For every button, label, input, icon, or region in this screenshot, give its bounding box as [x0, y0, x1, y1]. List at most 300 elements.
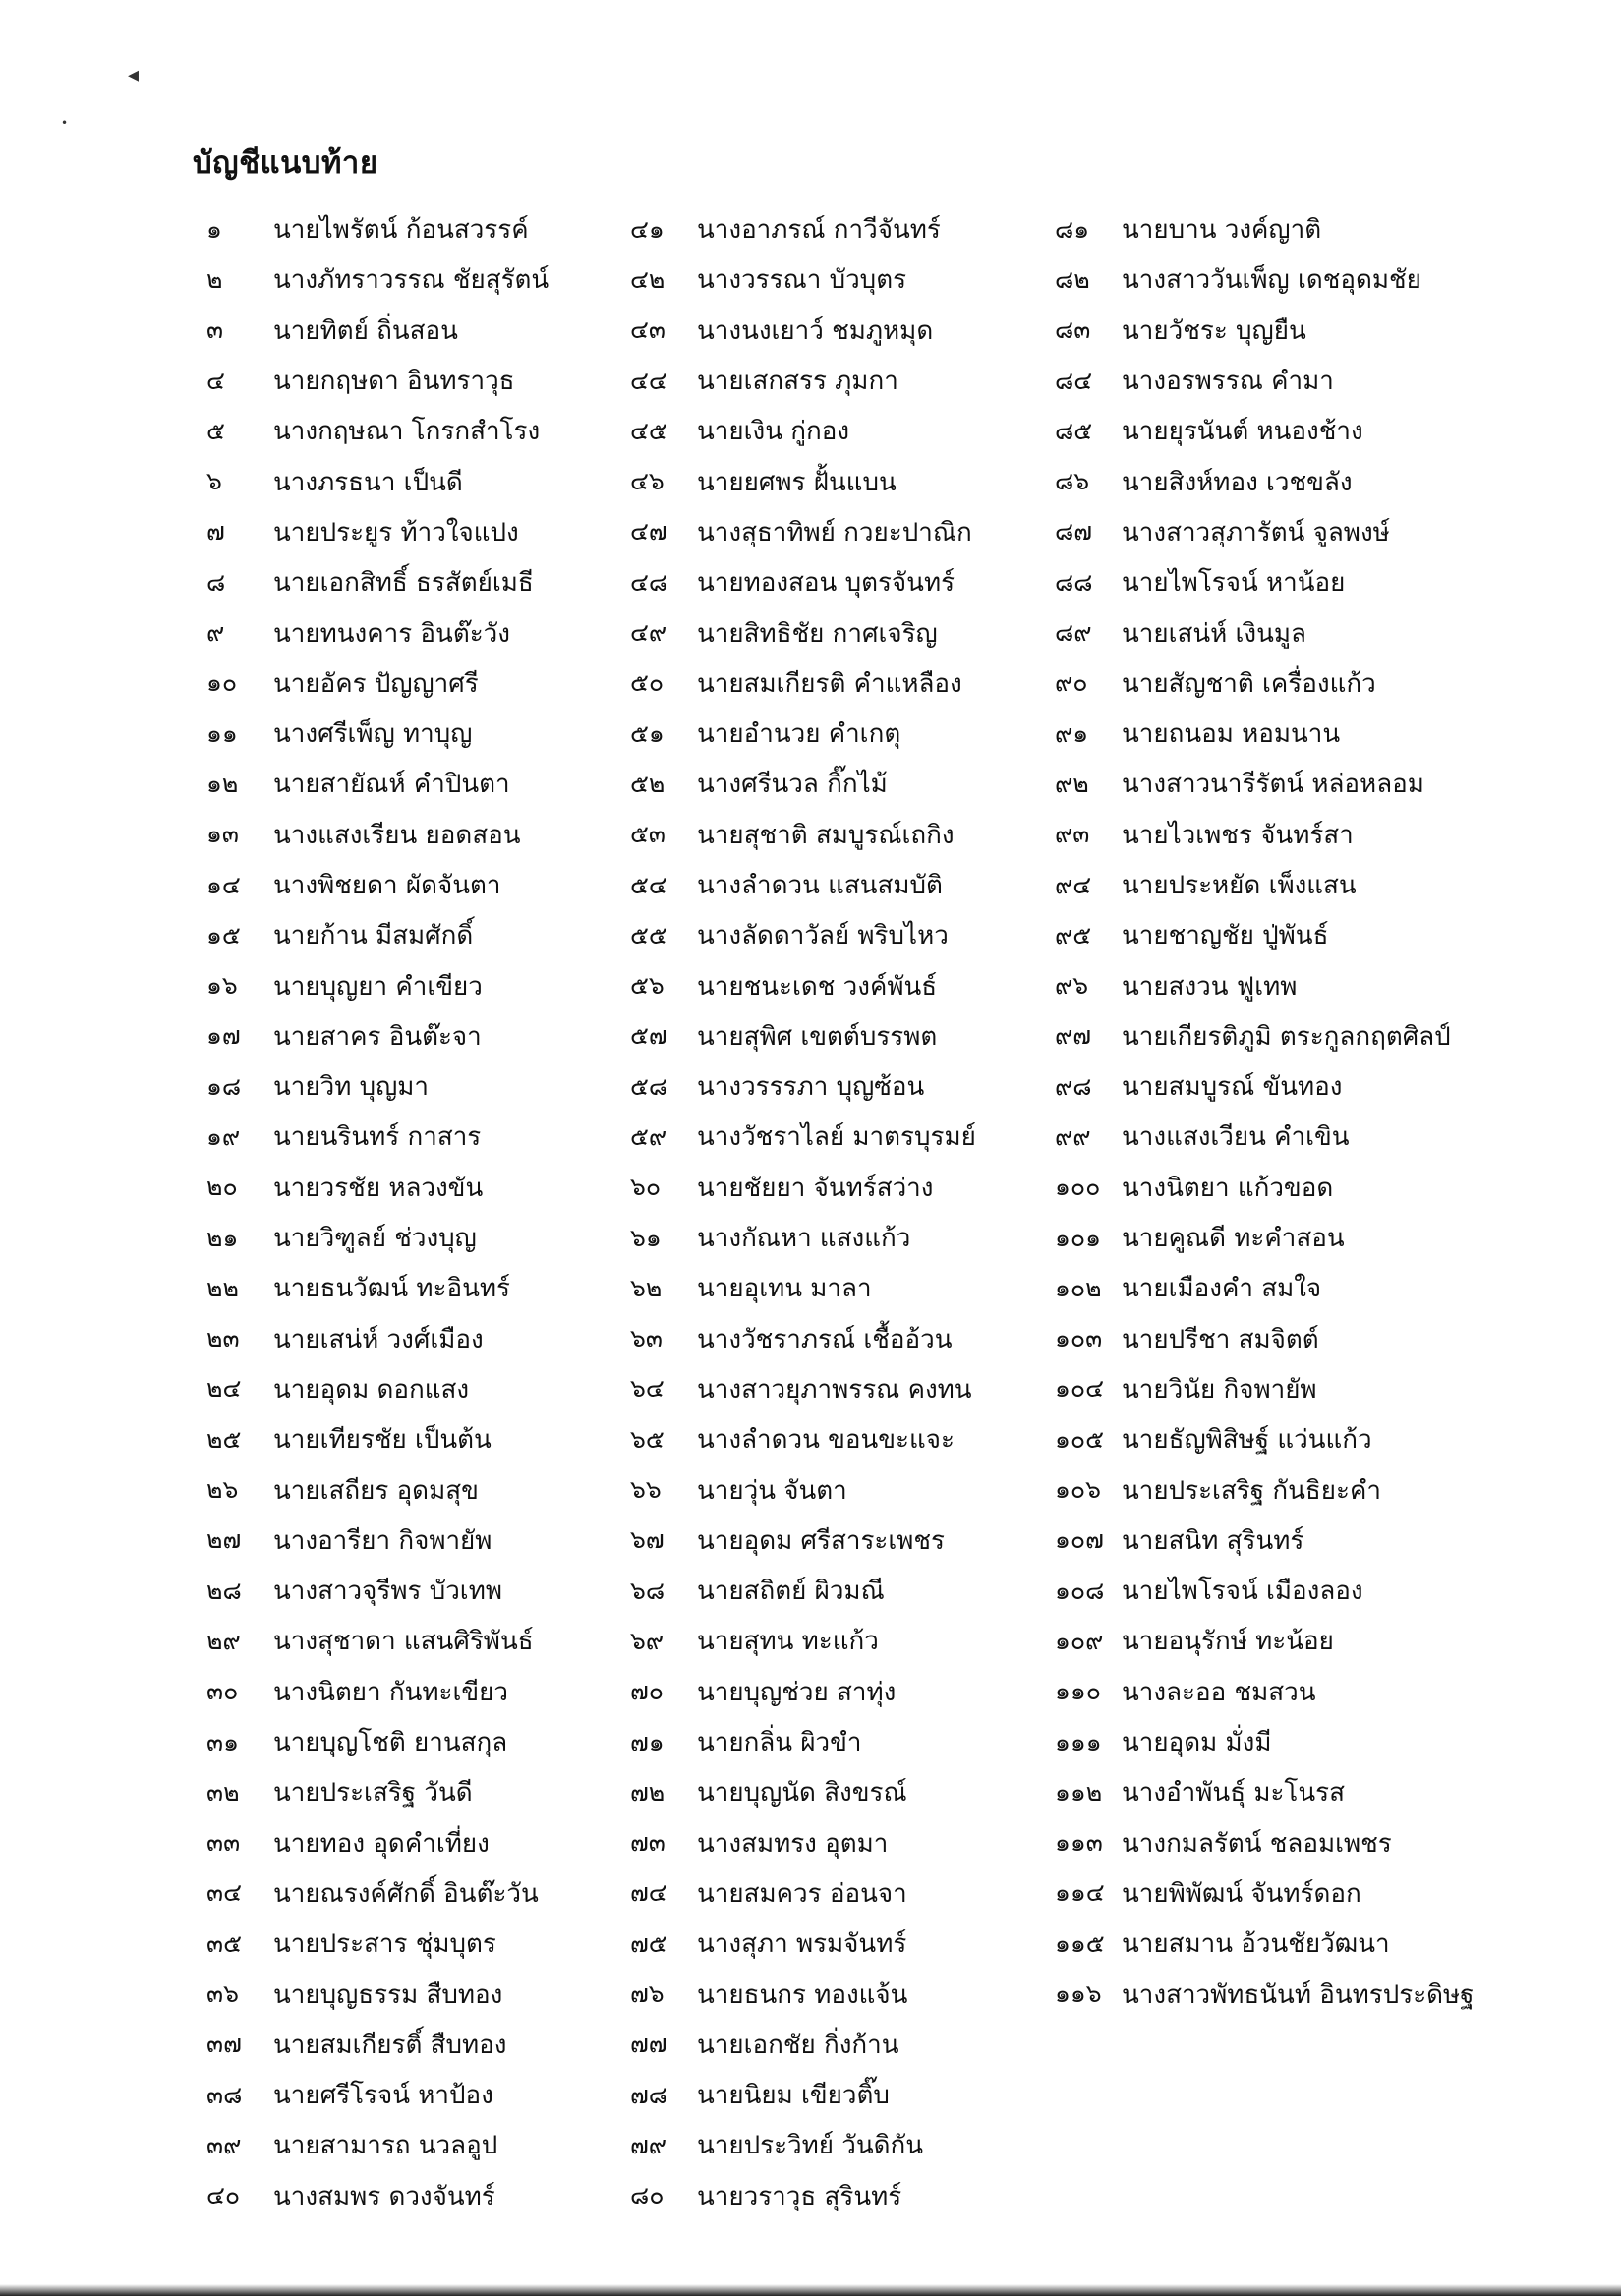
item-number: ๒๒: [206, 1273, 239, 1302]
item-number: ๙: [206, 618, 225, 648]
person-name: นายวราวุธ สุรินทร์: [697, 2181, 902, 2211]
person-name: นายสุชาติ สมบูรณ์เถกิง: [697, 820, 955, 850]
item-number: ๒๙: [206, 1626, 241, 1655]
item-number: ๙๐: [1055, 668, 1088, 698]
item-number: ๗๔: [630, 1878, 667, 1908]
list-item: [206, 709, 549, 759]
person-name: นายไพรัตน์ ก้อนสวรรค์: [273, 215, 529, 246]
person-name: นายสงวน ฟูเทพ: [1122, 971, 1298, 1002]
list-item: [206, 1767, 549, 1817]
list-item: [206, 507, 549, 557]
list-item: [630, 406, 976, 456]
list-item: [206, 659, 549, 709]
person-name: นายประหยัด เพ็งแสน: [1122, 871, 1357, 900]
list-item: [1055, 1667, 1475, 1717]
list-item: [630, 2070, 976, 2120]
item-number: ๓๘: [206, 2080, 243, 2109]
list-item: [630, 1364, 976, 1414]
item-number: ๔๒: [630, 264, 666, 294]
list-item: [206, 607, 549, 658]
item-number: ๒: [206, 264, 223, 294]
item-number: ๘๑: [1055, 214, 1090, 244]
person-name: นางศรีเพ็ญ ทาบุญ: [273, 719, 473, 750]
list-item: [1055, 1919, 1475, 1969]
person-name: นายอุเทน มาลา: [697, 1274, 872, 1304]
item-number: ๔๑: [630, 214, 665, 244]
item-number: ๑๗: [206, 1021, 241, 1051]
item-number: ๑๐๙: [1055, 1626, 1104, 1655]
person-name: นางวัชราไลย์ มาตรบุรมย์: [697, 1122, 976, 1153]
item-number: ๘๗: [1055, 517, 1093, 546]
person-name: นายประสาร ชุ่มบุตร: [273, 1929, 496, 1960]
person-name: นายประเสริฐ กันธิยะคำ: [1122, 1475, 1381, 1506]
person-name: นางภัทราวรรณ ชัยสุรัตน์: [273, 265, 550, 296]
list-item: [1055, 406, 1475, 456]
item-number: ๕๑: [630, 718, 665, 748]
list-item: [206, 759, 549, 809]
list-item: [630, 1767, 976, 1817]
item-number: ๓๖: [206, 1980, 239, 2009]
person-name: นางนงเยาว์ ชมภูหมุด: [697, 316, 934, 346]
list-item: [1055, 1011, 1475, 1062]
list-item: [1055, 1364, 1475, 1414]
list-item: [1055, 1868, 1475, 1919]
person-name: นายบุญนัด สิงขรณ์: [697, 1778, 907, 1808]
person-name: นายบุญช่วย สาทุ่ง: [697, 1677, 897, 1707]
person-name: นางนิตยา กันทะเขียว: [273, 1677, 508, 1707]
person-name: นายสมเกียรติ์ สืบทอง: [273, 2030, 507, 2060]
item-number: ๖๕: [630, 1424, 665, 1454]
item-number: ๒๑: [206, 1223, 239, 1252]
person-name: นางอาภรณ์ กาวีจันทร์: [697, 215, 941, 246]
person-name: นายเทียรชัย เป็นต้น: [273, 1425, 492, 1456]
list-item: [630, 306, 976, 356]
list-item: [1055, 204, 1475, 255]
person-name: นายชาญชัย ปู่พันธ์: [1122, 921, 1329, 951]
item-number: ๑: [206, 214, 222, 244]
person-name: นายวรชัย หลวงขัน: [273, 1173, 484, 1203]
item-number: ๖๑: [630, 1223, 662, 1252]
person-name: นายนรินทร์ กาสาร: [273, 1122, 482, 1153]
item-number: ๑๐๘: [1055, 1576, 1105, 1605]
item-number: ๒๕: [206, 1424, 242, 1454]
item-number: ๑๙: [206, 1121, 241, 1151]
person-name: นายอำนวย คำเกตุ: [697, 719, 901, 750]
person-name: นายยุรนันต์ หนองช้าง: [1122, 417, 1363, 447]
person-name: นายประเสริฐ วันดี: [273, 1778, 473, 1808]
item-number: ๘๕: [1055, 416, 1093, 445]
list-item: [1055, 255, 1475, 305]
list-item: [206, 810, 549, 860]
item-number: ๓๙: [206, 2130, 242, 2159]
list-item: [206, 1163, 549, 1213]
item-number: ๕๘: [630, 1071, 668, 1101]
item-number: ๙๕: [1055, 920, 1092, 949]
list-item: [630, 1868, 976, 1919]
person-name: นางสุภา พรมจันทร์: [697, 1929, 907, 1960]
item-number: ๗๕: [630, 1928, 667, 1958]
list-item: [206, 557, 549, 607]
item-number: ๑๐๕: [1055, 1424, 1105, 1454]
person-name: นายวิท บุญมา: [273, 1072, 430, 1103]
item-number: ๒๔: [206, 1374, 242, 1404]
item-number: ๙๘: [1055, 1071, 1092, 1101]
list-item: [206, 1011, 549, 1062]
list-item: [1055, 1516, 1475, 1566]
person-name: นางสุธาทิพย์ กวยะปาณิก: [697, 517, 972, 547]
list-item: [630, 1112, 976, 1162]
list-item: [630, 204, 976, 255]
person-name: นายบุญโชติ ยานสกุล: [273, 1728, 508, 1758]
item-number: ๙๒: [1055, 769, 1089, 798]
item-number: ๕๗: [630, 1021, 667, 1051]
list-item: [1055, 860, 1475, 910]
list-item: [206, 910, 549, 960]
person-name: นายทอง อุดคำเที่ยง: [273, 1828, 490, 1859]
list-item: [1055, 910, 1475, 960]
person-name: นายเกียรติภูมิ ตระกูลกฤตศิลป์: [1122, 1021, 1451, 1052]
person-name: นายอุดม ศรีสาระเพชร: [697, 1525, 946, 1556]
list-item: [630, 2171, 976, 2221]
list-item: [630, 1213, 976, 1263]
item-number: ๕๔: [630, 870, 667, 899]
item-number: ๑๐: [206, 668, 238, 698]
list-item: [630, 1516, 976, 1566]
person-name: นางสาวสุภารัตน์ จูลพงษ์: [1122, 517, 1390, 547]
list-item: [206, 406, 549, 456]
person-name: นางแสงเรียน ยอดสอน: [273, 820, 521, 850]
list-item: [206, 1364, 549, 1414]
item-number: ๕๒: [630, 769, 666, 798]
list-item: [1055, 1062, 1475, 1112]
person-name: นายทิตย์ ถิ่นสอน: [273, 316, 458, 346]
item-number: ๑๑๔: [1055, 1878, 1105, 1908]
list-item: [630, 507, 976, 557]
list-item: [1055, 1112, 1475, 1162]
item-number: ๖๒: [630, 1273, 663, 1302]
person-name: นางลัดดาวัลย์ พริบไหว: [697, 921, 949, 951]
item-number: ๒๓: [206, 1324, 240, 1353]
item-number: ๗: [206, 517, 225, 546]
scan-speck: ◂: [128, 63, 140, 87]
person-name: นายสุพิศ เขตต์บรรพต: [697, 1021, 938, 1052]
item-number: ๙๗: [1055, 1021, 1092, 1051]
person-name: นายอุดม มั่งมี: [1122, 1728, 1272, 1758]
person-name: นางนิตยา แก้วขอด: [1122, 1173, 1334, 1203]
item-number: ๙๑: [1055, 718, 1089, 748]
item-number: ๑๐๖: [1055, 1475, 1101, 1505]
person-name: นางสาวยุภาพรรณ คงทน: [697, 1374, 972, 1405]
list-item: [206, 1263, 549, 1313]
item-number: ๕๖: [630, 971, 665, 1001]
list-item: [1055, 1163, 1475, 1213]
list-item: [630, 1919, 976, 1969]
item-number: ๑๑๓: [1055, 1828, 1103, 1858]
list-item: [1055, 960, 1475, 1010]
name-list-column-3: [1055, 204, 1475, 2020]
list-item: [206, 1868, 549, 1919]
person-name: นายนิยม เขียวติ๊บ: [697, 2081, 890, 2111]
item-number: ๓๑: [206, 1727, 239, 1756]
person-name: นายสมควร อ่อนจา: [697, 1878, 907, 1909]
list-item: [630, 607, 976, 658]
list-item: [1055, 1969, 1475, 2019]
list-item: [1055, 1314, 1475, 1364]
person-name: นายศรีโรจน์ หาป้อง: [273, 2081, 493, 2111]
list-item: [206, 1314, 549, 1364]
item-number: ๖: [206, 467, 222, 496]
person-name: นางสาวพัทธนันท์ อินทรประดิษฐ: [1122, 1980, 1475, 2010]
item-number: ๒๐: [206, 1173, 238, 1202]
item-number: ๓๕: [206, 1928, 243, 1958]
list-item: [206, 1717, 549, 1767]
item-number: ๔๘: [630, 567, 668, 597]
item-number: ๒๖: [206, 1475, 239, 1505]
person-name: นายสาคร อินต๊ะจา: [273, 1021, 482, 1052]
page-title: บัญชีแนบท้าย: [193, 145, 378, 181]
list-item: [1055, 507, 1475, 557]
person-name: นายเอกชัย กิ่งก้าน: [697, 2030, 899, 2060]
item-number: ๑๑๒: [1055, 1777, 1103, 1807]
list-item: [630, 1667, 976, 1717]
item-number: ๓๔: [206, 1878, 243, 1908]
list-item: [1055, 1263, 1475, 1313]
person-name: นายวุ่น จันตา: [697, 1475, 847, 1506]
person-name: นายวัชระ บุญยืน: [1122, 316, 1306, 346]
list-item: [630, 255, 976, 305]
list-item: [1055, 659, 1475, 709]
list-item: [1055, 709, 1475, 759]
item-number: ๓๒: [206, 1777, 240, 1807]
person-name: นางอารียา กิจพายัพ: [273, 1525, 492, 1556]
person-name: นายเสน่ห์ วงศ์เมือง: [273, 1324, 484, 1354]
person-name: นายก้าน มีสมศักดิ์: [273, 921, 474, 951]
item-number: ๖๔: [630, 1374, 665, 1404]
list-item: [630, 1464, 976, 1515]
person-name: นายยศพร ฝั้นแบน: [697, 467, 897, 497]
list-item: [630, 1163, 976, 1213]
item-number: ๗๖: [630, 1980, 665, 2009]
list-item: [206, 2070, 549, 2120]
person-name: นายสุทน ทะแก้ว: [697, 1627, 879, 1657]
person-name: นายปรีชา สมจิตต์: [1122, 1324, 1319, 1354]
list-item: [630, 1818, 976, 1868]
person-name: นายไพโรจน์ หาน้อย: [1122, 568, 1346, 599]
item-number: ๑๑: [206, 718, 238, 748]
person-name: นางสาวนารีรัตน์ หล่อหลอม: [1122, 770, 1424, 800]
item-number: ๔๙: [630, 618, 667, 648]
list-item: [206, 1818, 549, 1868]
list-item: [1055, 759, 1475, 809]
person-name: นายชนะเดช วงค์พันธ์: [697, 971, 938, 1002]
scan-bottom-edge: [0, 2284, 1621, 2296]
item-number: ๑๑๕: [1055, 1928, 1105, 1958]
list-item: [1055, 1464, 1475, 1515]
person-name: นางสมทรง อุตมา: [697, 1828, 889, 1859]
person-name: นางลำดวน แสนสมบัติ: [697, 871, 943, 900]
item-number: ๘๒: [1055, 264, 1090, 294]
item-number: ๖๙: [630, 1626, 665, 1655]
item-number: ๖๗: [630, 1525, 665, 1555]
list-item: [630, 1969, 976, 2019]
item-number: ๔๗: [630, 517, 667, 546]
item-number: ๔๕: [630, 416, 667, 445]
item-number: ๑๐๔: [1055, 1374, 1105, 1404]
item-number: ๘๖: [1055, 467, 1090, 496]
list-item: [630, 2120, 976, 2170]
person-name: นายบาน วงค์ญาติ: [1122, 215, 1322, 246]
item-number: ๙๓: [1055, 820, 1090, 849]
person-name: นายประยูร ท้าวใจแปง: [273, 517, 519, 547]
list-item: [630, 659, 976, 709]
list-item: [206, 1414, 549, 1464]
item-number: ๘๔: [1055, 366, 1093, 395]
person-name: นายประวิทย์ วันดิกัน: [697, 2131, 924, 2161]
item-number: ๒๗: [206, 1525, 242, 1555]
person-name: นางกัณหา แสงแก้ว: [697, 1224, 911, 1254]
item-number: ๔: [206, 366, 225, 395]
person-name: นางวรรรภา บุญซ้อน: [697, 1072, 925, 1103]
item-number: ๑๑๑: [1055, 1727, 1102, 1756]
person-name: นางสาวจุรีพร บัวเทพ: [273, 1577, 502, 1607]
person-name: นายสามารถ นวลอูป: [273, 2131, 498, 2161]
person-name: นางลำดวน ขอนขะแจะ: [697, 1425, 955, 1456]
list-item: [206, 356, 549, 406]
item-number: ๗๓: [630, 1828, 666, 1858]
item-number: ๑๘: [206, 1071, 242, 1101]
item-number: ๑๐๒: [1055, 1273, 1102, 1302]
person-name: นายบุญยา คำเขียว: [273, 971, 483, 1002]
person-name: นางกฤษณา โกรกสำโรง: [273, 417, 541, 447]
list-item: [206, 1566, 549, 1616]
item-number: ๖๓: [630, 1324, 663, 1353]
person-name: นายบุญธรรม สืบทอง: [273, 1980, 503, 2010]
list-item: [1055, 1818, 1475, 1868]
person-name: นายเสกสรร ภุมกา: [697, 367, 898, 397]
person-name: นางสุชาดา แสนศิริพันธ์: [273, 1627, 534, 1657]
list-item: [630, 557, 976, 607]
list-item: [1055, 306, 1475, 356]
list-item: [630, 456, 976, 506]
item-number: ๑๑๖: [1055, 1980, 1102, 2009]
person-name: นายพิพัฒน์ จันทร์ดอก: [1122, 1878, 1361, 1909]
list-item: [206, 1969, 549, 2019]
item-number: ๔๔: [630, 366, 667, 395]
item-number: ๖๘: [630, 1576, 666, 1605]
list-item: [206, 2120, 549, 2170]
item-number: ๕: [206, 416, 225, 445]
item-number: ๔๖: [630, 467, 665, 496]
item-number: ๑๐๐: [1055, 1173, 1101, 1202]
list-item: [206, 1919, 549, 1969]
item-number: ๑๐๑: [1055, 1223, 1101, 1252]
person-name: นายถนอม หอมนาน: [1122, 719, 1341, 750]
item-number: ๘: [206, 567, 226, 597]
list-item: [1055, 557, 1475, 607]
person-name: นายวิฑูลย์ ช่วงบุญ: [273, 1224, 477, 1254]
person-name: นายชัยยา จันทร์สว่าง: [697, 1173, 934, 1203]
item-number: ๘๐: [630, 2181, 665, 2210]
person-name: นายอุดม ดอกแสง: [273, 1374, 470, 1405]
person-name: นางสาววันเพ็ญ เดชอุดมชัย: [1122, 265, 1421, 296]
item-number: ๑๐๓: [1055, 1324, 1103, 1353]
person-name: นางพิชยดา ผัดจันตา: [273, 871, 501, 900]
list-item: [630, 2020, 976, 2070]
person-name: นายสายัณห์ คำปินตา: [273, 770, 510, 800]
list-item: [630, 960, 976, 1010]
person-name: นางศรีนวล กิ๊กไม้: [697, 770, 888, 800]
list-item: [630, 860, 976, 910]
person-name: นายสมเกียรติ คำแหลือง: [697, 668, 962, 699]
list-item: [630, 1263, 976, 1313]
list-item: [630, 759, 976, 809]
person-name: นายธัญพิสิษฐ์ แว่นแก้ว: [1122, 1425, 1372, 1456]
list-item: [1055, 1414, 1475, 1464]
list-item: [206, 860, 549, 910]
item-number: ๙๙: [1055, 1121, 1091, 1151]
person-name: นางวรรณา บัวบุตร: [697, 265, 907, 296]
list-item: [630, 1414, 976, 1464]
item-number: ๑๐๗: [1055, 1525, 1104, 1555]
list-item: [630, 1314, 976, 1364]
list-item: [206, 1516, 549, 1566]
list-item: [206, 255, 549, 305]
list-item: [1055, 1213, 1475, 1263]
person-name: นายธนกร ทองแจ้น: [697, 1980, 908, 2010]
person-name: นายสมาน อ้วนชัยวัฒนา: [1122, 1929, 1390, 1960]
item-number: ๓: [206, 316, 224, 345]
item-number: ๗๒: [630, 1777, 666, 1807]
list-item: [630, 1062, 976, 1112]
list-item: [206, 204, 549, 255]
person-name: นายทนงคาร อินต๊ะวัง: [273, 618, 510, 649]
item-number: ๗๐: [630, 1677, 665, 1706]
list-item: [206, 1062, 549, 1112]
person-name: นายสิงห์ทอง เวชขลัง: [1122, 467, 1353, 497]
person-name: นางอำพันธุ์ มะโนรส: [1122, 1778, 1346, 1808]
person-name: นายกฤษดา อินทราวุธ: [273, 367, 515, 397]
item-number: ๑๖: [206, 971, 238, 1001]
item-number: ๔๐: [206, 2181, 241, 2210]
person-name: นายไพโรจน์ เมืองลอง: [1122, 1577, 1363, 1607]
list-item: [206, 2020, 549, 2070]
person-name: นางอรพรรณ คำมา: [1122, 367, 1334, 397]
person-name: นายคูณดี ทะคำสอน: [1122, 1224, 1345, 1254]
item-number: ๑๑๐: [1055, 1677, 1101, 1706]
list-item: [206, 1112, 549, 1162]
list-item: [206, 1667, 549, 1717]
person-name: นายเงิน กู่กอง: [697, 417, 850, 447]
person-name: นายสมบูรณ์ ขันทอง: [1122, 1072, 1343, 1103]
list-item: [1055, 607, 1475, 658]
list-item: [1055, 810, 1475, 860]
list-item: [630, 1566, 976, 1616]
item-number: ๓๗: [206, 2030, 242, 2059]
item-number: ๗๙: [630, 2130, 667, 2159]
person-name: นายสิทธิชัย กาศเจริญ: [697, 618, 938, 649]
list-item: [1055, 356, 1475, 406]
list-item: [206, 1616, 549, 1666]
list-item: [206, 306, 549, 356]
item-number: ๔๓: [630, 316, 666, 345]
item-number: ๘๘: [1055, 567, 1093, 597]
item-number: ๕๙: [630, 1121, 667, 1151]
person-name: นางภรธนา เป็นดี: [273, 467, 463, 497]
list-item: [630, 1616, 976, 1666]
item-number: ๘๓: [1055, 316, 1091, 345]
person-name: นายเมืองคำ สมใจ: [1122, 1274, 1322, 1304]
item-number: ๖๐: [630, 1173, 662, 1202]
